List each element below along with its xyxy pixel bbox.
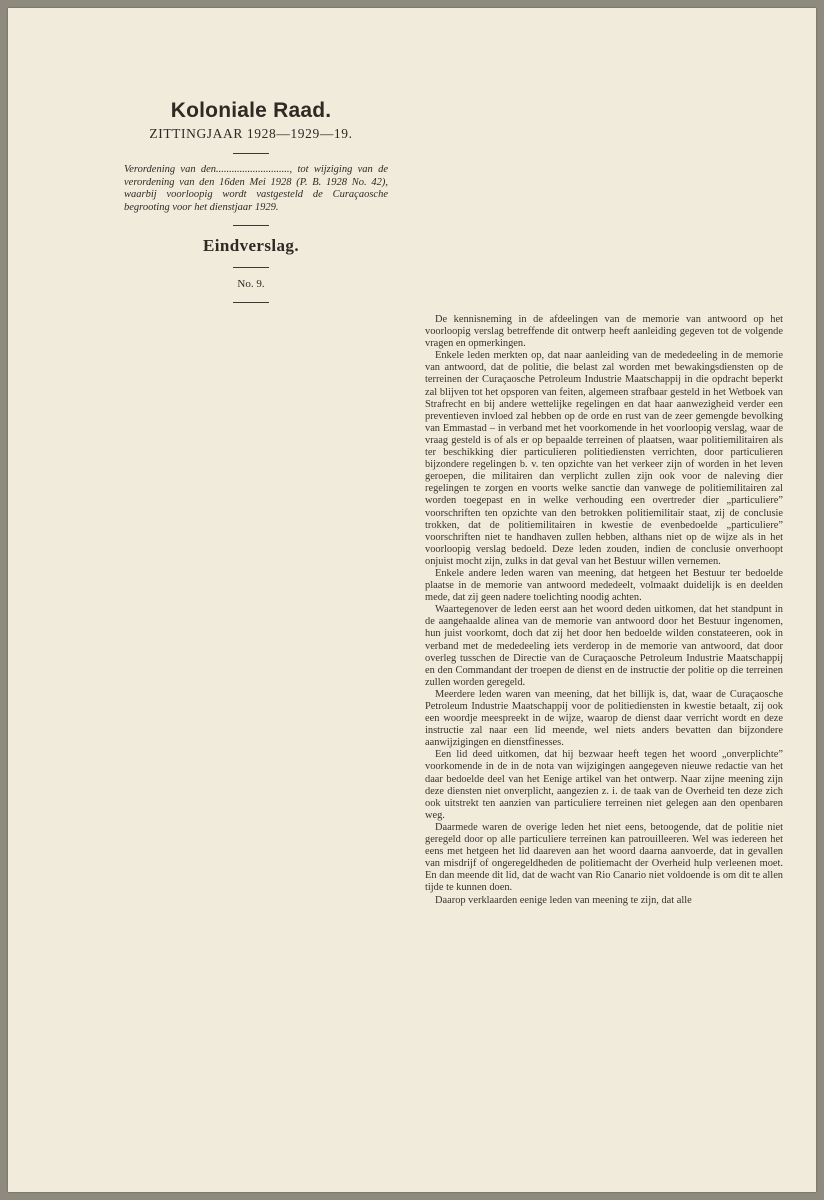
body-paragraph: Een lid deed uitkomen, dat hij bezwaar heeft tegen het woord „onverplichte” voorkomende in de in de nota van wijzigingen aangegeven nieuwe redactie van het daar bedoelde deel van het Eenige artikel van het ontwerp. Naar zijne meening zijn deze diensten niet onverplicht, aangezien z. i. de taak van de Overheid ten deze zich ook uitstrekt ten aanzien van particuliere terreinen niet gelegen aan den openbaren weg. (425, 749, 783, 821)
body-paragraph: Daarop verklaarden eenige leden van meening te zijn, dat alle (435, 894, 692, 906)
body-paragraph: Enkele leden merkten op, dat naar aanleiding van de mededeeling in de memorie van antwoord, dat de politie, die belast zal worden met bewakingsdiensten op de terreinen der Curaçaosche Petroleum Industrie Maatschappij in die opdracht beperkt zal blijven tot het opsporen van feiten, algemeen strafbaar gesteld in het Wetboek van Strafrecht en bij andere wettelijke regelingen en dat haar aanwezigheid verder een preventieven invloed zal hebben op de orde en rust van de zeer gemengde bevolking van Emmastad – in verband met het voorkomende in het voorloopig verslag, waar de vraag gesteld is of als er op bepaalde terreinen of plaatsen, waar politiemilitairen als ter beschikking dier particulieren politiediensten verrichten, door particulieren bijzondere regelingen b. v. ten opzichte van het verkeer zijn of worden in het leven geroepen, die militairen dan verplicht zullen zijn ook voor de naleving dier regelingen te zorgen en voorts welke sanctie dan vanwege de politiemilitairen zal worden toegepast en in welke verhouding een overtreder dier „particuliere” voorschriften ten opzichte van den betrokken politiemilitair staat, zij de conclusie trokken, dat de politiemilitairen in kwestie de evenbedoelde „particuliere” voorschriften niet te handhaven zullen hebben, althans niet op de wijze als in het voorloopig verslag bedoeld. Deze leden zouden, indien de conclusie onverhoopt onjuist mocht zijn, zulks in dat geval van het Bestuur willen vernemen. (425, 350, 783, 567)
session-year: ZITTINGJAAR 1928—1929—19. (149, 126, 353, 141)
body-paragraph: Daarmede waren de overige leden het niet eens, betoogende, dat de politie niet geregeld door op alle particuliere terreinen kan patrouilleeren. Wel was iedereen het eens met hetgeen het lid daareven aan het woord daarna aanvoerde, dat in gevallen van misdrijf of ongeregeldheden de politiemacht der Overheid hulp verleenen moet. En dan meende dit lid, dat de wacht van Rio Canario niet voldoende is om dit te allen tijde te kunnen doen. (425, 821, 783, 894)
document-page (8, 8, 816, 1192)
report-body (425, 314, 783, 907)
report-title: Eindverslag. (203, 236, 299, 255)
divider (233, 153, 269, 154)
ordinance-description: Verordening van den............................, tot wijziging van de verordening van den 16den Mei 1928 (P. B. 1928 No. 42), waarbij voorloopig wordt vastgesteld de Curaçaosche begrooting voor het dienstjaar 1929. (124, 164, 388, 213)
divider (233, 225, 269, 226)
report-number: No. 9. (237, 278, 265, 290)
body-paragraph: Waartegenover de leden eerst aan het woord deden uitkomen, dat het standpunt in de aangehaalde alinea van de memorie van antwoord door het Bestuur ingenomen, hun juist voorkomt, doch dat zij het door hen bedoelde wilden constateeren, ook in verband met de mededeeling iets verderop in de memorie van antwoord, dat door overleg tusschen de Directie van de Curaçaosche Petroleum Industrie Maatschappij en den Commandant der troepen de dienst en de instructie der politie op die terreinen zullen worden geregeld. (425, 604, 783, 688)
divider (233, 302, 269, 303)
body-paragraph: Meerdere leden waren van meening, dat het billijk is, dat, waar de Curaçaosche Petroleum Industrie Maatschappij voor de politiediensten in kwestie betaalt, zij ook een woordje meespreekt in de wijze, waarop de dienst daar verricht wordt en deze instructie zal naar een lid meende, wel niets anders bevatten dan bijzondere aanwijzigingen en dienstfinesses. (425, 688, 783, 749)
divider (233, 267, 269, 268)
document-header (112, 98, 390, 313)
body-paragraph: Enkele andere leden waren van meening, dat hetgeen het Bestuur ter bedoelde plaatse in de memorie van antwoord mededeelt, volmaakt duidelijk is en deelden mede, dat zij geen nadere toelichting noodig achten. (425, 567, 783, 604)
council-title: Koloniale Raad. (170, 99, 332, 122)
body-paragraph: De kennisneming in de afdeelingen van de memorie van antwoord op het voorloopig verslag betreffende dit ontwerp heeft aanleiding gegeven tot de volgende vragen en opmerkingen. (425, 314, 783, 350)
